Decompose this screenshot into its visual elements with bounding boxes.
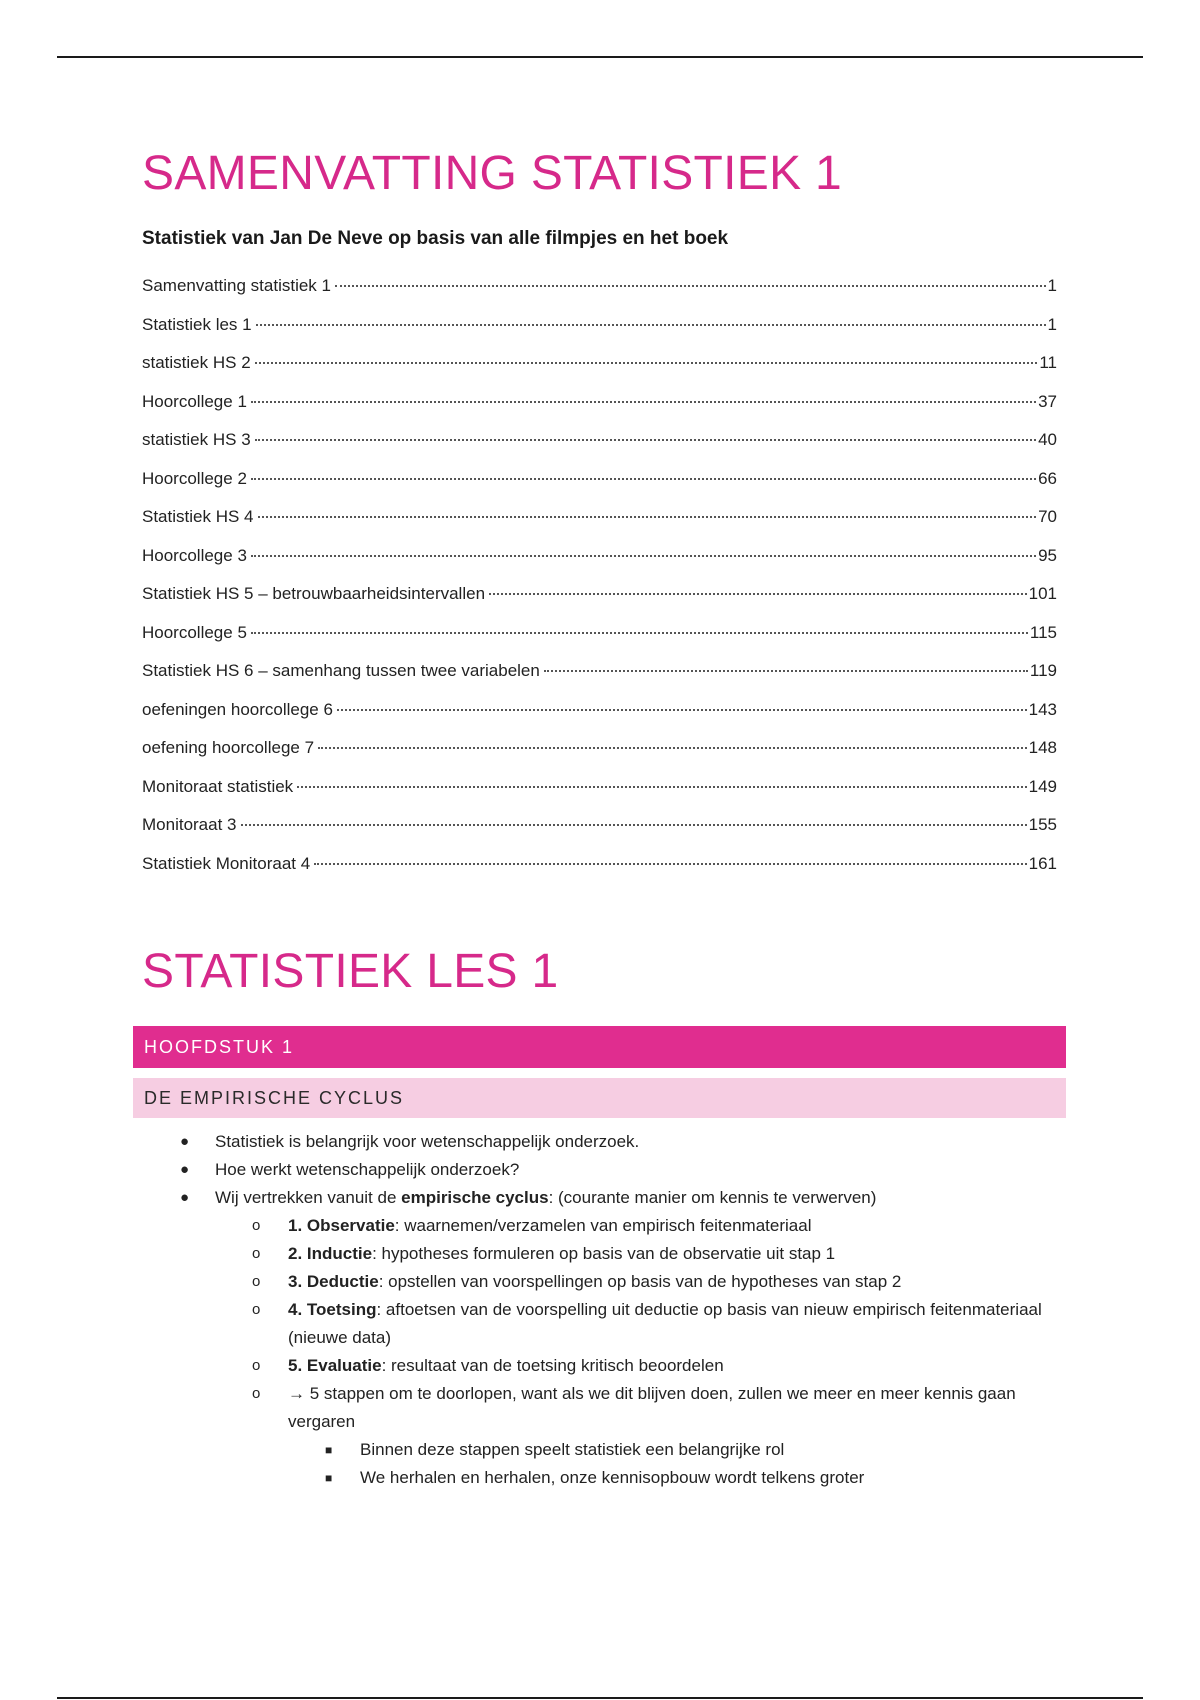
toc-entry-page: 1 (1047, 314, 1057, 334)
step-text: : opstellen van voorspellingen op basis van de hypotheses van stap 2 (378, 1272, 902, 1291)
step-title: 4. Toetsing (288, 1300, 377, 1319)
step-text: : waarnemen/verzamelen van empirisch feitenmateriaal (394, 1216, 812, 1235)
toc-leader-dots (544, 669, 1028, 672)
toc-entry-page: 11 (1039, 353, 1057, 372)
toc-entry-label: statistiek HS 3 (142, 430, 251, 449)
step-item (142, 1296, 1057, 1352)
toc-leader-dots (314, 862, 1026, 865)
list-item (142, 1156, 1057, 1184)
bullet-circle-icon: o (252, 1245, 261, 1262)
toc-entry-label: Statistiek HS 6 – samenhang tussen twee variabelen (142, 661, 540, 680)
toc-entry-page: 95 (1038, 545, 1057, 565)
toc-entry-page: 37 (1038, 391, 1057, 411)
toc-entry-label: Monitoraat statistiek (142, 776, 294, 796)
step-item (142, 1240, 1057, 1268)
toc-entry-label: statistiek HS 2 (142, 353, 251, 372)
list-item-text-pre: Wij vertrekken vanuit de (215, 1188, 402, 1207)
toc-entry-label: Statistiek Monitoraat 4 (142, 853, 311, 873)
step-text: : resultaat van de toetsing kritisch beoordelen (381, 1356, 724, 1375)
toc-entry-page: 161 (1028, 853, 1057, 873)
list-item-term: empirische cyclus (401, 1188, 549, 1207)
toc-entry-label: Samenvatting statistiek 1 (142, 276, 331, 295)
footer-rule (57, 1697, 1143, 1699)
toc-entry[interactable] (142, 661, 1057, 700)
toc-entry-label: Statistiek les 1 (142, 314, 252, 334)
sub-note (142, 1436, 1057, 1464)
step-note (142, 1380, 1057, 1436)
empirical-cycle-list (142, 1128, 1057, 1492)
toc-leader-dots (489, 592, 1027, 595)
toc-leader-dots (258, 515, 1037, 518)
step-text: : hypotheses formuleren op basis van de observatie uit stap 1 (372, 1244, 836, 1263)
sub-note (142, 1464, 1057, 1492)
toc-entry[interactable] (142, 738, 1057, 777)
toc-entry-page: 143 (1028, 699, 1057, 719)
toc-entry-page: 148 (1028, 738, 1057, 757)
toc-entry[interactable] (142, 430, 1057, 469)
list-item (142, 1184, 1057, 1212)
bullet-dot-icon: ● (180, 1161, 190, 1178)
toc-entry-page: 115 (1029, 622, 1057, 642)
sub-note-text: Binnen deze stappen speelt statistiek een belangrijke rol (360, 1440, 785, 1459)
step-title: 1. Observatie (288, 1216, 395, 1235)
toc-leader-dots (241, 823, 1027, 826)
bullet-circle-icon: o (252, 1385, 261, 1402)
toc-entry[interactable] (142, 777, 1057, 816)
list-item-text: Statistiek is belangrijk voor wetenschappelijk onderzoek. (215, 1132, 640, 1151)
toc-entry-label: Hoorcollege 2 (142, 468, 247, 488)
toc-leader-dots (251, 400, 1036, 403)
bullet-square-icon: ■ (325, 1471, 333, 1485)
toc-entry[interactable] (142, 392, 1057, 431)
toc-entry[interactable] (142, 546, 1057, 585)
document-subtitle: Statistiek van Jan De Neve op basis van alle filmpjes en het boek (142, 228, 729, 249)
toc-entry-page: 1 (1047, 276, 1057, 295)
step-title: 3. Deductie (288, 1272, 379, 1291)
toc-entry[interactable] (142, 315, 1057, 354)
toc-entry-label: oefening hoorcollege 7 (142, 738, 315, 757)
toc-entry[interactable] (142, 584, 1057, 623)
toc-entry[interactable] (142, 623, 1057, 662)
step-item (142, 1212, 1057, 1240)
toc-entry[interactable] (142, 854, 1057, 893)
toc-leader-dots (251, 554, 1036, 557)
toc-leader-dots (337, 708, 1027, 711)
list-item-text: Hoe werkt wetenschappelijk onderzoek? (215, 1160, 520, 1179)
toc-entry[interactable] (142, 469, 1057, 508)
step-note-text: → 5 stappen om te doorlopen, want als we dit blijven doen, zullen we meer en meer kennis gaan vergaren (288, 1384, 1016, 1431)
toc-entry-page: 40 (1038, 430, 1057, 449)
section-title: STATISTIEK LES 1 (142, 945, 559, 998)
bullet-circle-icon: o (252, 1217, 261, 1234)
toc-entry[interactable] (142, 507, 1057, 546)
step-title: 5. Evaluatie (288, 1356, 382, 1375)
step-title: 2. Inductie (288, 1244, 373, 1263)
chapter-heading: HOOFDSTUK 1 (133, 1026, 1066, 1068)
toc-entry-page: 70 (1038, 507, 1057, 526)
sub-note-text: We herhalen en herhalen, onze kennisopbouw wordt telkens groter (360, 1468, 865, 1487)
toc-entry-page: 149 (1028, 776, 1057, 796)
table-of-contents (142, 276, 1057, 892)
toc-leader-dots (255, 438, 1036, 441)
toc-leader-dots (256, 323, 1046, 326)
step-item (142, 1352, 1057, 1380)
toc-leader-dots (251, 631, 1028, 634)
toc-leader-dots (297, 785, 1026, 788)
list-item (142, 1128, 1057, 1156)
bullet-dot-icon: ● (180, 1133, 190, 1150)
toc-entry-label: Monitoraat 3 (142, 815, 237, 834)
toc-entry-page: 66 (1038, 468, 1057, 488)
step-item (142, 1268, 1057, 1296)
toc-entry-label: Statistiek HS 4 (142, 507, 254, 526)
step-text: : aftoetsen van de voorspelling uit deductie op basis van nieuw empirisch feitenmateriaal (nieuwe data) (288, 1300, 1042, 1347)
bullet-square-icon: ■ (325, 1443, 333, 1457)
bullet-circle-icon: o (252, 1301, 261, 1318)
list-item-text-post: : (courante manier om kennis te verwerven) (548, 1188, 877, 1207)
bullet-circle-icon: o (252, 1273, 261, 1290)
toc-leader-dots (335, 284, 1046, 287)
toc-entry[interactable] (142, 276, 1057, 315)
toc-leader-dots (255, 361, 1038, 364)
toc-leader-dots (318, 746, 1027, 749)
toc-entry-label: oefeningen hoorcollege 6 (142, 699, 333, 719)
toc-leader-dots (251, 477, 1036, 480)
toc-entry[interactable] (142, 700, 1057, 739)
toc-entry-page: 155 (1028, 815, 1057, 834)
toc-entry-label: Hoorcollege 5 (142, 622, 247, 642)
toc-entry-label: Statistiek HS 5 – betrouwbaarheidsintervallen (142, 584, 486, 603)
bullet-dot-icon: ● (180, 1189, 190, 1206)
toc-entry-page: 101 (1028, 584, 1057, 603)
toc-entry-label: Hoorcollege 1 (142, 391, 247, 411)
bullet-circle-icon: o (252, 1357, 261, 1374)
toc-entry[interactable] (142, 815, 1057, 854)
header-rule (57, 56, 1143, 58)
toc-entry-page: 119 (1029, 661, 1057, 680)
toc-entry-label: Hoorcollege 3 (142, 545, 247, 565)
toc-entry[interactable] (142, 353, 1057, 392)
subheading: DE EMPIRISCHE CYCLUS (133, 1078, 1066, 1118)
document-title: SAMENVATTING STATISTIEK 1 (142, 147, 843, 200)
